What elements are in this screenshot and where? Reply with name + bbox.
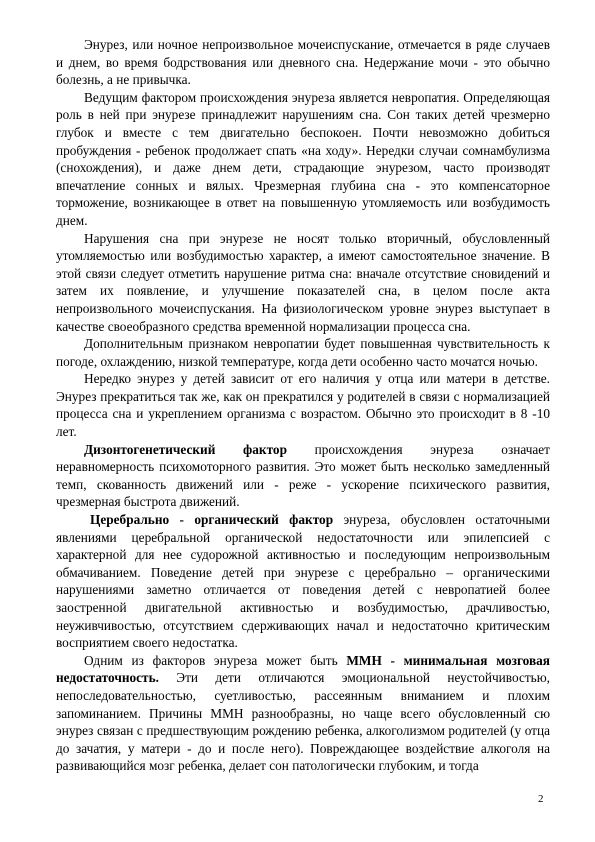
- paragraph-5: [56, 370, 550, 440]
- paragraph-2: [56, 89, 550, 230]
- paragraph-text: происхождения энуреза означает неравномерность психомоторного развития. Это может быть несколько замедленный темп, скованность движений или - реже - ускорение психического развития, чрезмерная быстрота движений.: [56, 441, 550, 510]
- paragraph-8: [56, 652, 550, 775]
- paragraph-text: Нередко энурез у детей зависит от его наличия у отца или матери в детстве. Энурез прекратиться так же, как он прекратился у родителей в связи с нормализацией процесса сна и укреплением организма с возрастом. Обычно это происходит в 8 -10 лет.: [56, 371, 550, 440]
- paragraph-text: Ведущим фактором происхождения энуреза является невропатия. Определяющая роль в ней при энурезе принадлежит нарушениям сна. Сон таких детей чрезмерно глубок и вместе с тем двигательно беспокоен. Почти невозможно добиться пробуждения - ребенок продолжает спать «на ходу». Нередки случаи сомнамбулизма (снохождения), и даже днем дети, страдающие энурезом, часто производят впечатление сонных и вялых. Чрезмерная глубина сна - это компенсаторное торможение, возникающее в ответ на повышенную утомляемость или возбудимость днем.: [56, 89, 550, 228]
- paragraph-7: [56, 511, 550, 652]
- paragraph-text: Одним из факторов энуреза может быть: [84, 652, 347, 668]
- paragraph-6: [56, 441, 550, 511]
- body-text: [56, 36, 550, 775]
- paragraph-1: [56, 36, 550, 89]
- bold-term: Дизонтогенетический фактор: [84, 441, 287, 457]
- paragraph-text: энуреза, обусловлен остаточными явлениями церебральной органической недостаточности или эпилепсией с характерной для нее судорожной активностью и последующим непроизвольным обмачиванием. Поведение детей при энурезе с церебрально – органическими нарушениями заметно отличается от поведения детей с невропатией более заостренной двигательной активностью и возбудимостью, драчливостью, неуживчивостью, отсутствием сдерживающих начал и недостаточно критическим восприятием своего недостатка.: [56, 512, 550, 651]
- page-number: 2: [538, 793, 544, 805]
- bold-term: ММН - минимальная мозговая недостаточность.: [56, 652, 550, 686]
- paragraph-4: [56, 335, 550, 370]
- bold-term: Церебрально - органический фактор: [90, 512, 334, 528]
- paragraph-text: Дополнительным признаком невропатии будет повышенная чувствительность к погоде, охлаждению, низкой температуре, когда дети особенно часто мочатся ночью.: [56, 336, 550, 369]
- paragraph-text: Эти дети отличаются эмоциональной неустойчивостью, непоследовательностью, суетливостью, рассеянным вниманием и плохим запоминанием. Причины ММН разнообразны, но чаще всего обусловленный сю энурез связан с предшествующим рождению ребенка, алкоголизмом родителей (у отца до зачатия, у матери - до и после него). Повреждающее воздействие алкоголя на развивающийся мозг ребенка, делает сон патологически глубоким, и тогда: [56, 670, 550, 774]
- paragraph-text: Энурез, или ночное непроизвольное мочеиспускание, отмечается в ряде случаев и днем, во время бодрствования или дневного сна. Недержание мочи - это обычно болезнь, а не привычка.: [56, 37, 550, 88]
- paragraph-text: Нарушения сна при энурезе не носят только вторичный, обусловленный утомляемостью или возбудимостью характер, а имеют самостоятельное значение. В этой связи следует отметить нарушение ритма сна: вначале отсутствие сновидений и затем их появление, и улучшение показателей сна, в целом после акта непроизвольного мочеиспускания. На физиологическом уровне энурез выступает в качестве своеобразного средства временной нормализации процесса сна.: [56, 230, 550, 334]
- paragraph-3: [56, 230, 550, 336]
